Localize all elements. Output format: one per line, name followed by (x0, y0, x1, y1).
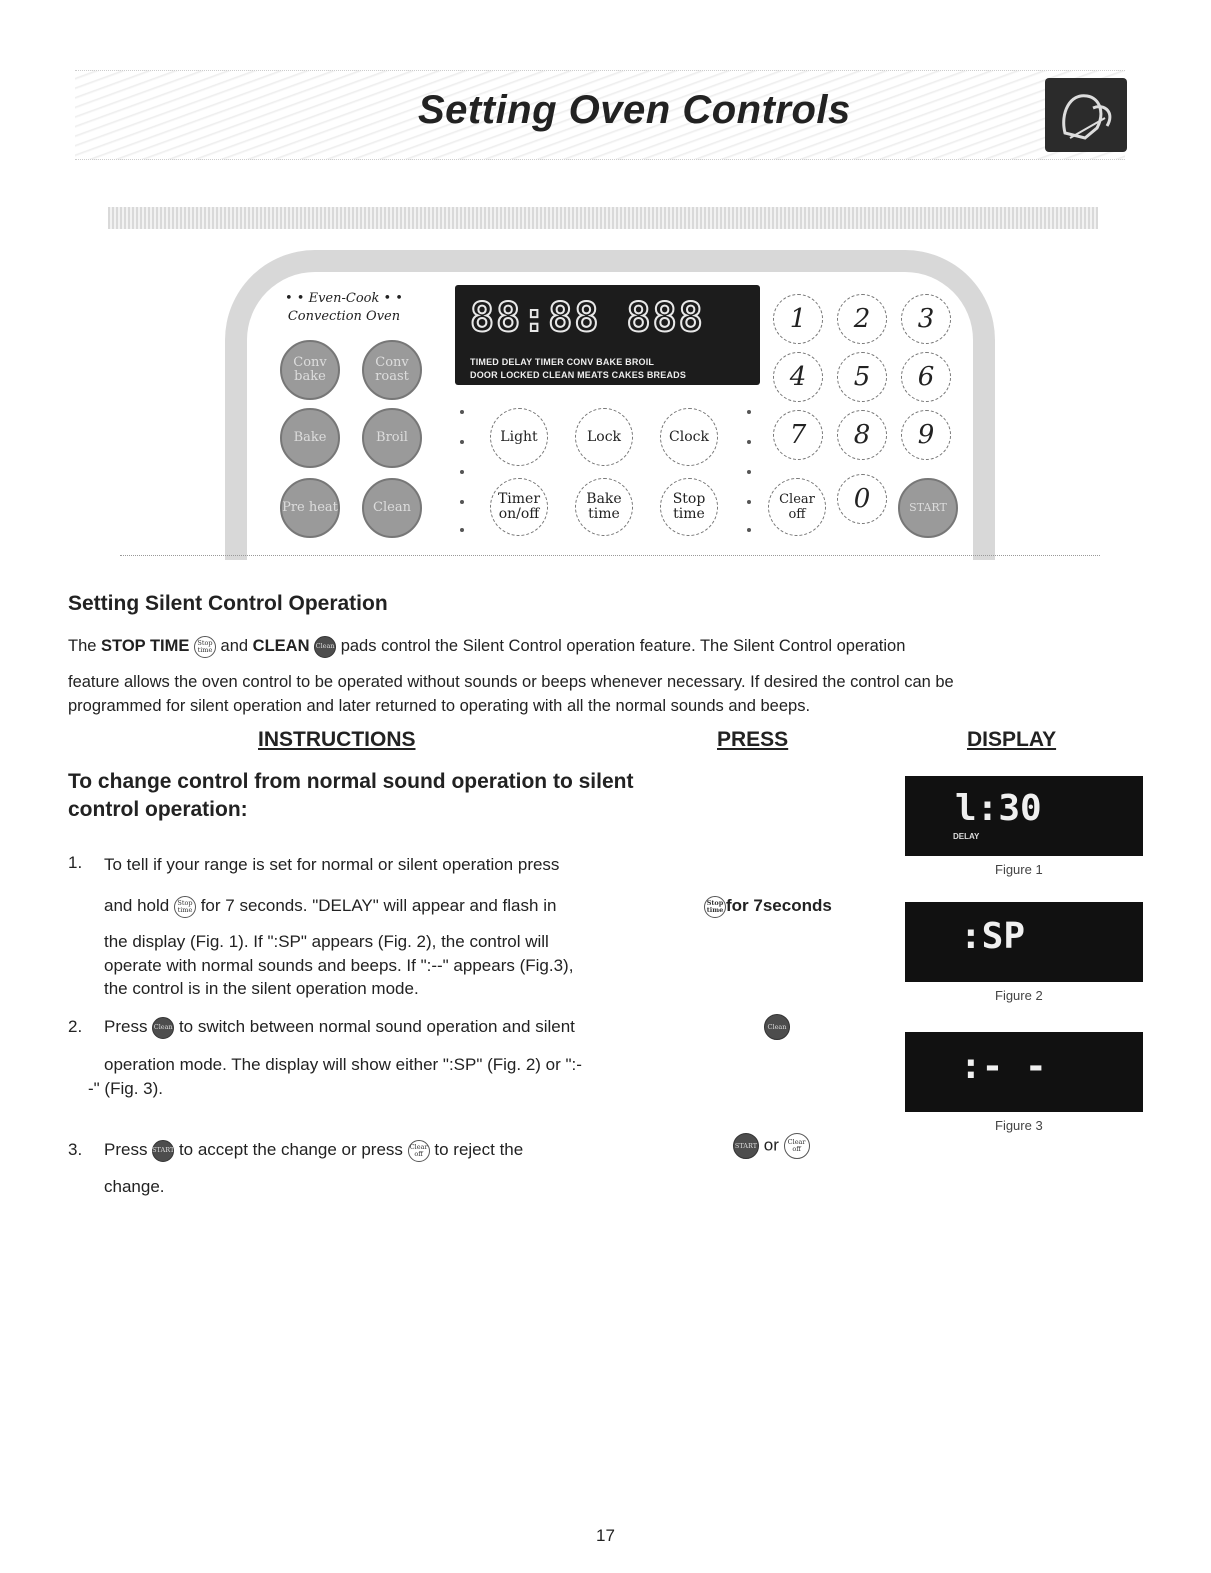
step-1-line-3: the display (Fig. 1). If ":SP" appears (Fig. 2), the control will (104, 932, 549, 951)
lcd-indicator-row-1: TIMED DELAY TIMER CONV BAKE BROIL (470, 357, 655, 367)
intro-line-3: programmed for silent operation and later returned to operating with all the normal sounds and beeps. (68, 697, 811, 715)
brand-label (285, 290, 403, 326)
divider-dot (747, 528, 751, 532)
step-2-line-2: operation mode. The display will show either ":SP" (Fig. 2) or ":- (104, 1055, 582, 1074)
figure-2-caption: Figure 2 (995, 988, 1043, 1003)
light-pad: Light (490, 408, 548, 466)
number-pad-7: 7 (773, 410, 823, 460)
step-1-line-5: the control is in the silent operation mode. (104, 979, 419, 998)
intro-line-2: feature allows the oven control to be operated without sounds or beeps whenever necessary. If desired the control can be (68, 673, 954, 691)
step-3-number: 3. (68, 1140, 83, 1159)
step-2-line-3: -" (Fig. 3). (88, 1079, 163, 1098)
figure-3-caption: Figure 3 (995, 1118, 1043, 1133)
step-2-line-1: Press Clean to switch between normal sound operation and silent (104, 1015, 575, 1039)
pre-heat-pad: Pre heat (280, 478, 340, 538)
oven-mitt-icon (1045, 78, 1127, 152)
divider-dot (747, 470, 751, 474)
bake-time-pad: Bake time (575, 478, 633, 536)
lock-pad: Lock (575, 408, 633, 466)
bake-pad: Bake (280, 408, 340, 468)
display-figure-1 (905, 776, 1143, 856)
divider-dot (460, 410, 464, 414)
step-1-line-1: To tell if your range is set for normal or silent operation press (104, 855, 560, 874)
display-2-text: :SP (960, 916, 1026, 957)
divider-dot (460, 470, 464, 474)
start-pad-icon: START (733, 1133, 759, 1159)
clear-off-pad-icon: Clear off (408, 1140, 430, 1162)
page-number: 17 (596, 1526, 615, 1545)
stop-time-pad-icon: Stop time (704, 896, 726, 918)
clear-off-pad-icon: Clear off (784, 1133, 810, 1159)
press-step-2 (764, 1014, 790, 1040)
number-pad-0: 0 (837, 474, 887, 524)
clean-pad-icon: Clean (152, 1017, 174, 1039)
clean-pad: Clean (362, 478, 422, 538)
column-heading-press: PRESS (717, 728, 789, 751)
page-title: Setting Oven Controls (418, 88, 851, 132)
figure-1-caption: Figure 1 (995, 862, 1043, 877)
intro-line-1: The STOP TIME Stop time and CLEAN Clean pads control the Silent Control operation feature. The Silent Control operation (68, 634, 1148, 658)
clean-pad-icon: Clean (314, 636, 336, 658)
column-heading-instructions: INSTRUCTIONS (258, 728, 416, 751)
start-pad: START (898, 478, 958, 538)
conv-roast-pad: Conv roast (362, 340, 422, 400)
number-pad-4: 4 (773, 352, 823, 402)
step-1-line-4: operate with normal sounds and beeps. If ":--" appears (Fig.3), (104, 956, 574, 975)
number-pad-9: 9 (901, 410, 951, 460)
number-pad-3: 3 (901, 294, 951, 344)
clock-pad: Clock (660, 408, 718, 466)
divider-dot (460, 528, 464, 532)
step-1-line-2: and hold Stop time for 7 seconds. "DELAY" will appear and flash in (104, 894, 556, 918)
lcd-digits: 88:88 888 (470, 295, 705, 341)
clean-pad-icon: Clean (764, 1014, 790, 1040)
number-pad-2: 2 (837, 294, 887, 344)
stop-time-pad-icon: Stop time (174, 896, 196, 918)
divider-dot (747, 440, 751, 444)
clear-off-pad: Clear off (768, 478, 826, 536)
broil-pad: Broil (362, 408, 422, 468)
display-1-text: l:30 (955, 788, 1042, 829)
sub-heading: To change control from normal sound operation to silent control operation: (68, 770, 634, 821)
stop-time-pad-icon: Stop time (194, 636, 216, 658)
press-step-3: START or Clear off (733, 1133, 810, 1159)
display-figure-2 (905, 902, 1143, 982)
divider-dot (460, 500, 464, 504)
brand-line-1: • • Even-Cook • • (285, 291, 403, 306)
stop-time-pad: Stop time (660, 478, 718, 536)
divider-dot (747, 410, 751, 414)
brand-line-2: Convection Oven (287, 309, 401, 324)
number-pad-8: 8 (837, 410, 887, 460)
step-1-number: 1. (68, 853, 83, 872)
step-3-line-2: change. (104, 1177, 165, 1196)
step-3-line-1: Press START to accept the change or press Clear off to reject the (104, 1138, 523, 1162)
divider-dot (460, 440, 464, 444)
panel-base-line (120, 545, 1100, 556)
conv-bake-pad: Conv bake (280, 340, 340, 400)
number-pad-6: 6 (901, 352, 951, 402)
divider-dot (747, 500, 751, 504)
timer-on-off-pad: Timer on/off (490, 478, 548, 536)
display-figure-3 (905, 1032, 1143, 1112)
step-2-number: 2. (68, 1017, 83, 1036)
section-title: Setting Silent Control Operation (68, 592, 388, 615)
start-pad-icon: START (152, 1140, 174, 1162)
number-pad-5: 5 (837, 352, 887, 402)
lcd-indicator-row-2: DOOR LOCKED CLEAN MEATS CAKES BREADS (470, 370, 687, 380)
display-1-delay-label: DELAY (953, 832, 980, 841)
press-step-1: Stop time for 7seconds (704, 894, 832, 918)
column-heading-display: DISPLAY (967, 728, 1057, 751)
panel-trim-strip (108, 207, 1098, 229)
number-pad-1: 1 (773, 294, 823, 344)
display-3-text: :- - (960, 1046, 1047, 1087)
